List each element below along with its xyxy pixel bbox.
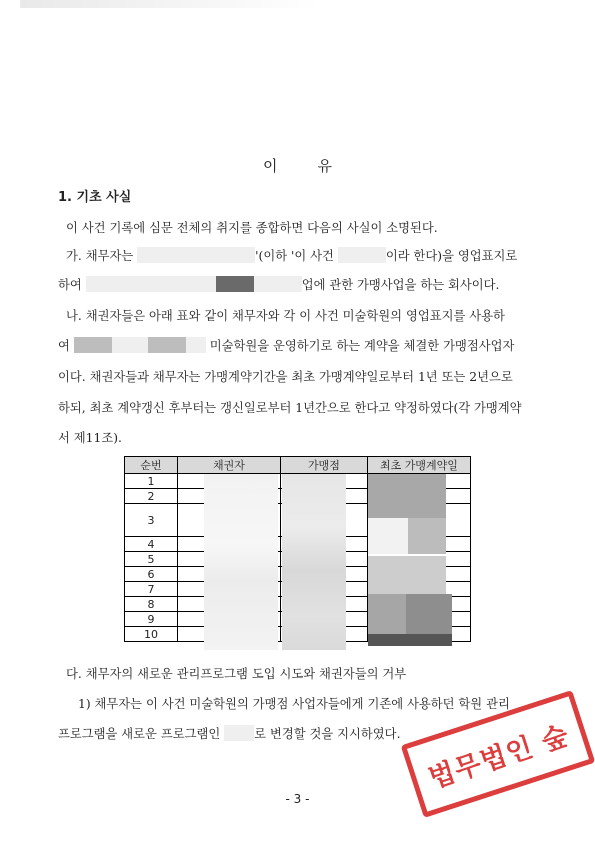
- redacted-block: [137, 247, 255, 263]
- redacted-block: [112, 337, 148, 353]
- paragraph-na-line1: 나. 채권자들은 아래 표와 같이 채무자와 각 이 사건 미술학원의 영업표지를 사용하: [66, 309, 505, 323]
- item1-end: 로 변경할 것을 지시하였다.: [254, 727, 401, 741]
- redacted-block: [86, 276, 216, 292]
- redacted-date: [406, 594, 452, 634]
- redacted-block: [338, 247, 386, 263]
- paragraph-na-line3: 이다. 채권자들과 채무자는 가맹계약기간을 최초 가맹계약일로부터 1년 또는 2년으로: [58, 370, 513, 384]
- item1-line1: 1) 채무자는 이 사건 미술학원의 가맹점 사업자들에게 기존에 사용하던 학원 관리: [78, 697, 510, 711]
- table-header: 순번: [125, 457, 178, 474]
- page-title: [0, 155, 595, 176]
- redacted-date: [408, 518, 446, 554]
- table-header: 최초 가맹계약일: [368, 457, 471, 474]
- redacted-date: [368, 556, 446, 594]
- redacted-column-franchise: [282, 474, 346, 650]
- paragraph-da: 다. 채무자의 새로운 관리프로그램 도입 시도와 채권자들의 거부: [66, 667, 407, 681]
- row-number: 4: [125, 537, 178, 552]
- paragraph-na-line5: 서 제11조).: [58, 431, 122, 445]
- paragraph-ga-line1: [66, 246, 548, 264]
- paragraph-na-line2: [58, 336, 540, 354]
- na-line2-end: 미술학원을 운영하기로 하는 계약을 체결한 가맹점사업자: [209, 339, 515, 353]
- table-header: 채권자: [178, 457, 281, 474]
- redacted-block: [148, 337, 186, 353]
- row-number: 3: [125, 504, 178, 537]
- ga2-end: 업에 관한 가맹사업을 하는 회사이다.: [301, 278, 500, 292]
- item1-prefix: 프로그램을 새로운 프로그램인: [58, 727, 221, 741]
- row-number: 2: [125, 489, 178, 504]
- row-number: 8: [125, 597, 178, 612]
- paragraph-na-line4: 하되, 최초 계약갱신 후부터는 갱신일로부터 1년간으로 한다고 약정하였다(각 가맹계약: [58, 401, 522, 415]
- section-heading: 1. 기초 사실: [58, 190, 132, 205]
- redacted-date: [368, 634, 452, 646]
- row-number: 7: [125, 582, 178, 597]
- redacted-date: [368, 474, 446, 518]
- ga-mid: '(이하 '이 사건: [255, 249, 334, 263]
- redacted-block: [224, 725, 254, 741]
- row-number: 1: [125, 474, 178, 489]
- table-header: 가맹점: [281, 457, 368, 474]
- paragraph-ga-line2: [58, 275, 540, 293]
- ga2-prefix: 하여: [58, 278, 82, 292]
- redacted-block: [216, 276, 254, 292]
- row-number: 6: [125, 567, 178, 582]
- redacted-column-creditor: [204, 474, 278, 650]
- title-right-char: 유: [317, 157, 332, 175]
- intro-paragraph: 이 사건 기록에 심문 전체의 취지를 종합하면 다음의 사실이 소명된다.: [66, 221, 438, 235]
- title-left-char: 이: [263, 157, 278, 175]
- redacted-block: [186, 337, 206, 353]
- row-number: 10: [125, 627, 178, 642]
- redacted-block: [254, 276, 302, 292]
- ga-end: 이라 한다)을 영업표지로: [385, 249, 518, 263]
- ga-prefix: 가. 채무자는: [66, 249, 134, 263]
- law-firm-stamp: 법무법인 숲: [401, 690, 595, 818]
- na-line2-prefix: 여: [58, 339, 70, 353]
- row-number: 9: [125, 612, 178, 627]
- redacted-date: [368, 518, 410, 554]
- row-number: 5: [125, 552, 178, 567]
- page-number: - 3 -: [285, 792, 310, 806]
- redacted-date: [368, 594, 408, 634]
- redacted-block: [74, 337, 112, 353]
- scan-artifact: [20, 0, 320, 8]
